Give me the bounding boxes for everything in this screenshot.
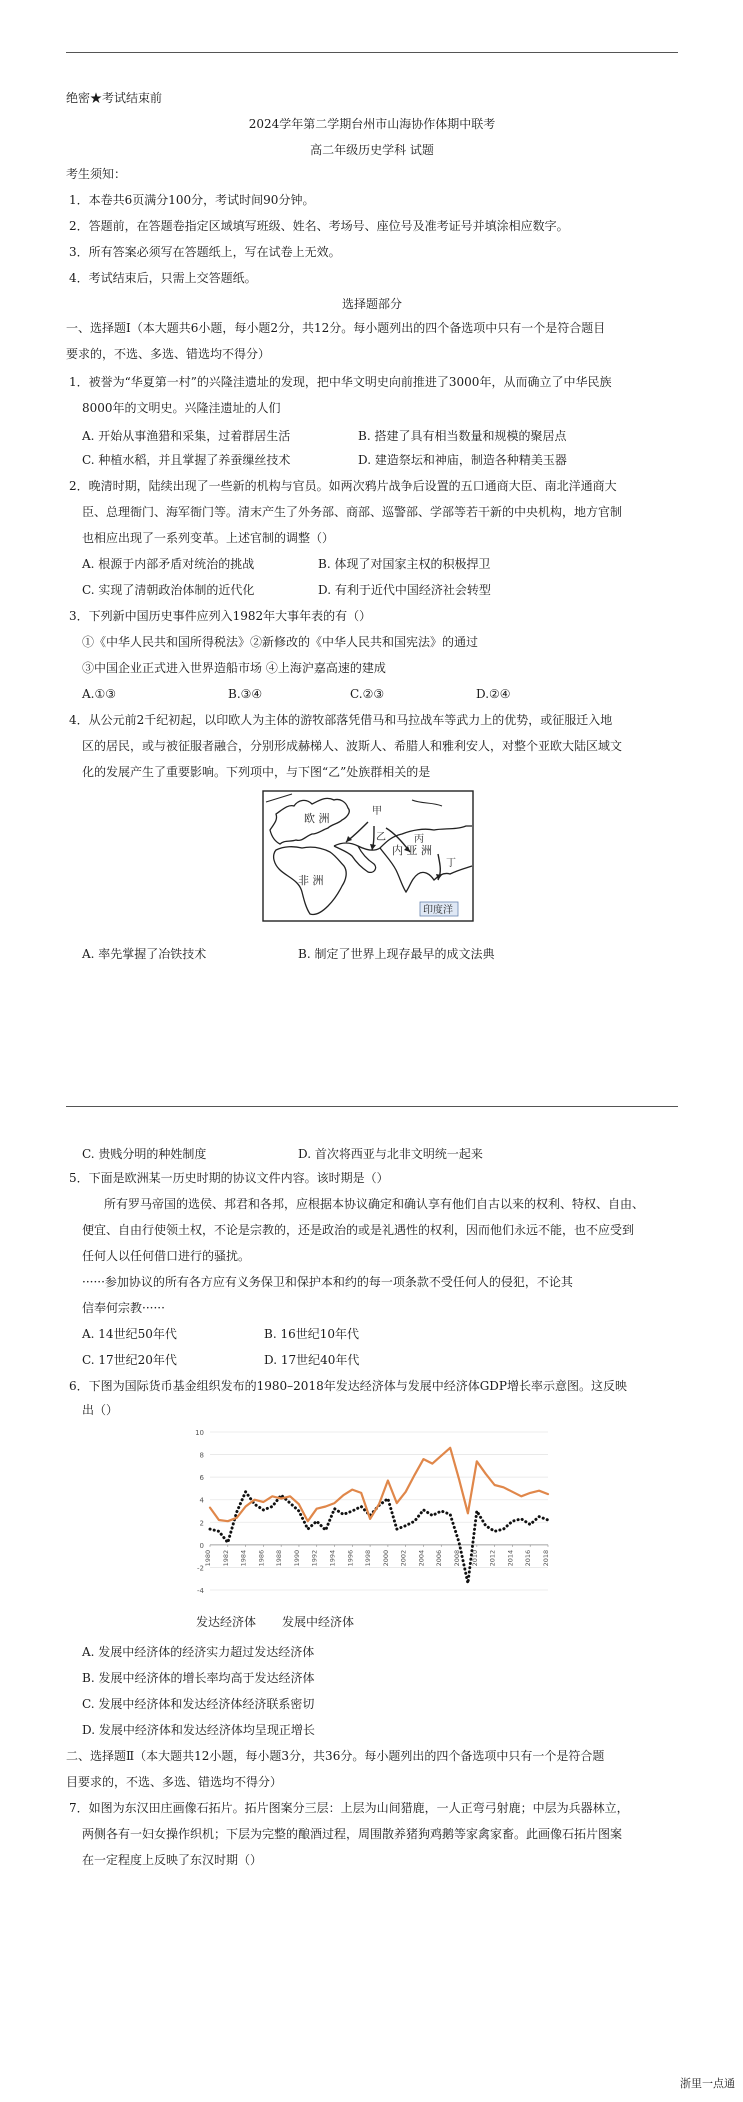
q4-option-d: D. 首次将西亚与北非文明统一起来 (298, 1147, 483, 1161)
map-label-bing: 丙 (414, 834, 424, 845)
q5-stem: 5．下面是欧洲某一历史时期的协议文件内容。该时期是（） (69, 1171, 389, 1185)
y-tick-label: 2 (199, 1519, 204, 1528)
x-tick-label: 2010 (470, 1549, 479, 1567)
x-tick-label: 2000 (381, 1549, 390, 1567)
x-tick-label: 1982 (221, 1549, 230, 1567)
q6-option-d: D. 发展中经济体和发达经济体均呈现正增长 (82, 1723, 315, 1737)
map-label-africa: 非 洲 (298, 874, 324, 887)
q3-option-c: C.②③ (350, 687, 385, 701)
map-label-europe: 欧 洲 (304, 812, 330, 825)
q7-stem-cont: 在一定程度上反映了东汉时期（） (82, 1853, 263, 1867)
y-tick-label: 8 (199, 1451, 204, 1460)
q4-stem-cont: 化的发展产生了重要影响。下列项中，与下图“乙”处族群相关的是 (82, 765, 431, 779)
x-tick-label: 1984 (239, 1549, 248, 1567)
x-tick-label: 2002 (399, 1549, 408, 1567)
q2-stem-cont: 也相应出现了一系列变革。上述官制的调整（） (82, 531, 335, 545)
q2-option-b: B. 体现了对国家主权的积极捍卫 (318, 557, 491, 571)
x-tick-label: 1996 (346, 1549, 355, 1567)
q5-excerpt: 所有罗马帝国的选侯、邦君和各邦，应根据本协议确定和确认享有他们自古以来的权利、特权、自由、 (104, 1197, 645, 1211)
map-label-asia: 内 亚 洲 (392, 844, 432, 857)
q5-excerpt: 便宜、自由行使领土权，不论是宗教的，还是政治的或是礼遇性的权利，因而他们永远不能，也不应受到 (82, 1223, 635, 1237)
q2-option-d: D. 有利于近代中国经济社会转型 (318, 583, 491, 597)
q1-stem: 1．被誉为“华夏第一村”的兴隆洼遗址的发现，把中华文明史向前推进了3000年，从而确立了中华民族 (69, 375, 612, 389)
q7-stem: 7．如图为东汉田庄画像石拓片。拓片图案分三层：上层为山间猎鹿，一人正弯弓射鹿；中层为兵器林立， (69, 1801, 629, 1815)
q3-option-a: A.①③ (82, 687, 116, 701)
part1-instructions: 一、选择题Ⅰ（本大题共6小题，每小题2分，共12分。每小题列出的四个备选项中只有一个是符合题目 (66, 321, 606, 335)
x-tick-label: 2014 (506, 1549, 515, 1567)
q3-statements-cont: ③中国企业正式进入世界造船市场 ④上海沪嘉高速的建成 (82, 661, 386, 675)
notice-item: 2．答题前，在答题卷指定区域填写班级、姓名、考场号、座位号及准考证号并填涂相应数字。 (69, 219, 569, 233)
q4-stem: 4．从公元前2千纪初起，以印欧人为主体的游牧部落凭借马和马拉战车等武力上的优势，或征服迁入地 (69, 713, 613, 727)
q1-stem-cont: 8000年的文明史。兴隆洼遗址的人们 (82, 401, 281, 415)
notice-item: 4．考试结束后，只需上交答题纸。 (69, 271, 257, 285)
q5-excerpt: 信奉何宗教······ (82, 1301, 165, 1315)
q3-stem: 3．下列新中国历史事件应列入1982年大事年表的有（） (69, 609, 372, 623)
footer-watermark: 浙里一点通 (680, 2077, 735, 2090)
map-label-indian-ocean: 印度洋 (423, 905, 453, 916)
x-tick-label: 2018 (542, 1549, 550, 1567)
q6-option-c: C. 发展中经济体和发达经济体经济联系密切 (82, 1697, 315, 1711)
q5-excerpt: 任何人以任何借口进行的骚扰。 (82, 1249, 251, 1263)
x-tick-label: 1992 (310, 1549, 319, 1567)
q6-stem-cont: 出（） (82, 1403, 119, 1417)
q4-option-a: A. 率先掌握了冶铁技术 (82, 947, 207, 961)
x-tick-label: 1980 (204, 1549, 212, 1567)
part2-instructions: 二、选择题Ⅱ（本大题共12小题，每小题3分，共36分。每小题列出的四个备选项中只有一个是符合题 (66, 1749, 605, 1763)
part2-instructions-cont: 目要求的，不选、多选、错选均不得分） (66, 1775, 283, 1789)
x-tick-label: 2006 (435, 1549, 444, 1567)
notice-item: 1．本卷共6页满分100分，考试时间90分钟。 (69, 193, 315, 207)
q5-option-b: B. 16世纪10年代 (264, 1327, 359, 1341)
secret-mark: 绝密★考试结束前 (66, 91, 163, 105)
q6-stem: 6．下图为国际货币基金组织发布的1980–2018年发达经济体与发展中经济体GDP增长率示意图。这反映 (69, 1379, 627, 1393)
q5-option-a: A. 14世纪50年代 (82, 1327, 177, 1341)
series-line-developing (210, 1448, 548, 1521)
q6-option-a: A. 发展中经济体的经济实力超过发达经济体 (82, 1645, 315, 1659)
q4-stem-cont: 区的居民，或与被征服者融合，分别形成赫梯人、波斯人、希腊人和雅利安人，对整个亚欧大陆区域文 (82, 739, 623, 753)
q4-option-b: B. 制定了世界上现存最早的成文法典 (298, 947, 495, 961)
page-break-rule (66, 1106, 678, 1107)
q3-statements: ①《中华人民共和国所得税法》②新修改的《中华人民共和国宪法》的通过 (82, 635, 479, 649)
q1-option-b: B. 搭建了具有相当数量和规模的聚居点 (358, 429, 567, 443)
map-label-jia: 甲 (372, 806, 382, 817)
q2-option-c: C. 实现了清朝政治体制的近代化 (82, 583, 255, 597)
q2-stem-cont: 臣、总理衙门、海军衙门等。清末产生了外务部、商部、巡警部、学部等若干新的中央机构，地方官制 (82, 505, 623, 519)
q5-option-d: D. 17世纪40年代 (264, 1353, 360, 1367)
x-tick-label: 1990 (292, 1549, 301, 1567)
x-tick-label: 2016 (524, 1549, 533, 1567)
top-rule (66, 52, 678, 53)
x-tick-label: 1988 (275, 1549, 284, 1567)
notice-item: 3．所有答案必须写在答题纸上，写在试卷上无效。 (69, 245, 341, 259)
q1-option-a: A. 开始从事渔猎和采集，过着群居生活 (82, 429, 291, 443)
section-title: 选择题部分 (341, 297, 402, 311)
y-tick-label: -2 (197, 1564, 204, 1573)
y-tick-label: 10 (195, 1429, 204, 1437)
legend-developed: 发达经济体 (196, 1615, 257, 1629)
x-tick-label: 2008 (453, 1549, 462, 1567)
q2-stem: 2．晚清时期，陆续出现了一些新的机构与官员。如两次鸦片战争后设置的五口通商大臣、南北洋通商大 (69, 479, 617, 493)
q3-option-b: B.③④ (228, 687, 263, 701)
legend-developing: 发展中经济体 (282, 1615, 355, 1629)
eurasia-map (262, 790, 474, 922)
exam-title: 2024学年第二学期台州市山海协作体期中联考 (248, 117, 496, 131)
x-tick-label: 2012 (488, 1549, 497, 1567)
y-tick-label: -4 (197, 1587, 204, 1595)
x-tick-label: 1986 (257, 1549, 266, 1567)
map-label-ding: 丁 (446, 858, 456, 869)
x-tick-label: 2004 (417, 1549, 426, 1567)
q1-option-c: C. 种植水稻，并且掌握了养蚕缫丝技术 (82, 453, 291, 467)
y-tick-label: 0 (199, 1541, 204, 1550)
q5-excerpt: ······参加协议的所有各方应有义务保卫和保护本和约的每一项条款不受任何人的侵犯，不论其 (82, 1275, 573, 1289)
q3-option-d: D.②④ (476, 687, 511, 701)
x-tick-label: 1998 (364, 1549, 373, 1567)
q1-option-d: D. 建造祭坛和神庙，制造各种精美玉器 (358, 453, 567, 467)
notice-heading: 考生须知： (66, 167, 127, 181)
y-tick-label: 4 (199, 1496, 204, 1505)
map-label-yi: 乙 (376, 832, 386, 843)
y-tick-label: 6 (199, 1474, 204, 1483)
exam-subtitle: 高二年级历史学科 试题 (310, 143, 434, 157)
x-tick-label: 1994 (328, 1549, 337, 1567)
q7-stem-cont: 两侧各有一妇女操作织机；下层为完整的酿酒过程，周围散养猪狗鸡鹅等家禽家畜。此画像石拓片图案 (82, 1827, 623, 1841)
q4-option-c: C. 贵贱分明的种姓制度 (82, 1147, 207, 1161)
gdp-growth-chart (186, 1424, 558, 1604)
q5-option-c: C. 17世纪20年代 (82, 1353, 177, 1367)
part1-instructions-cont: 要求的，不选、多选、错选均不得分） (66, 347, 271, 361)
q2-option-a: A. 根源于内部矛盾对统治的挑战 (82, 557, 255, 571)
q6-option-b: B. 发展中经济体的增长率均高于发达经济体 (82, 1671, 315, 1685)
